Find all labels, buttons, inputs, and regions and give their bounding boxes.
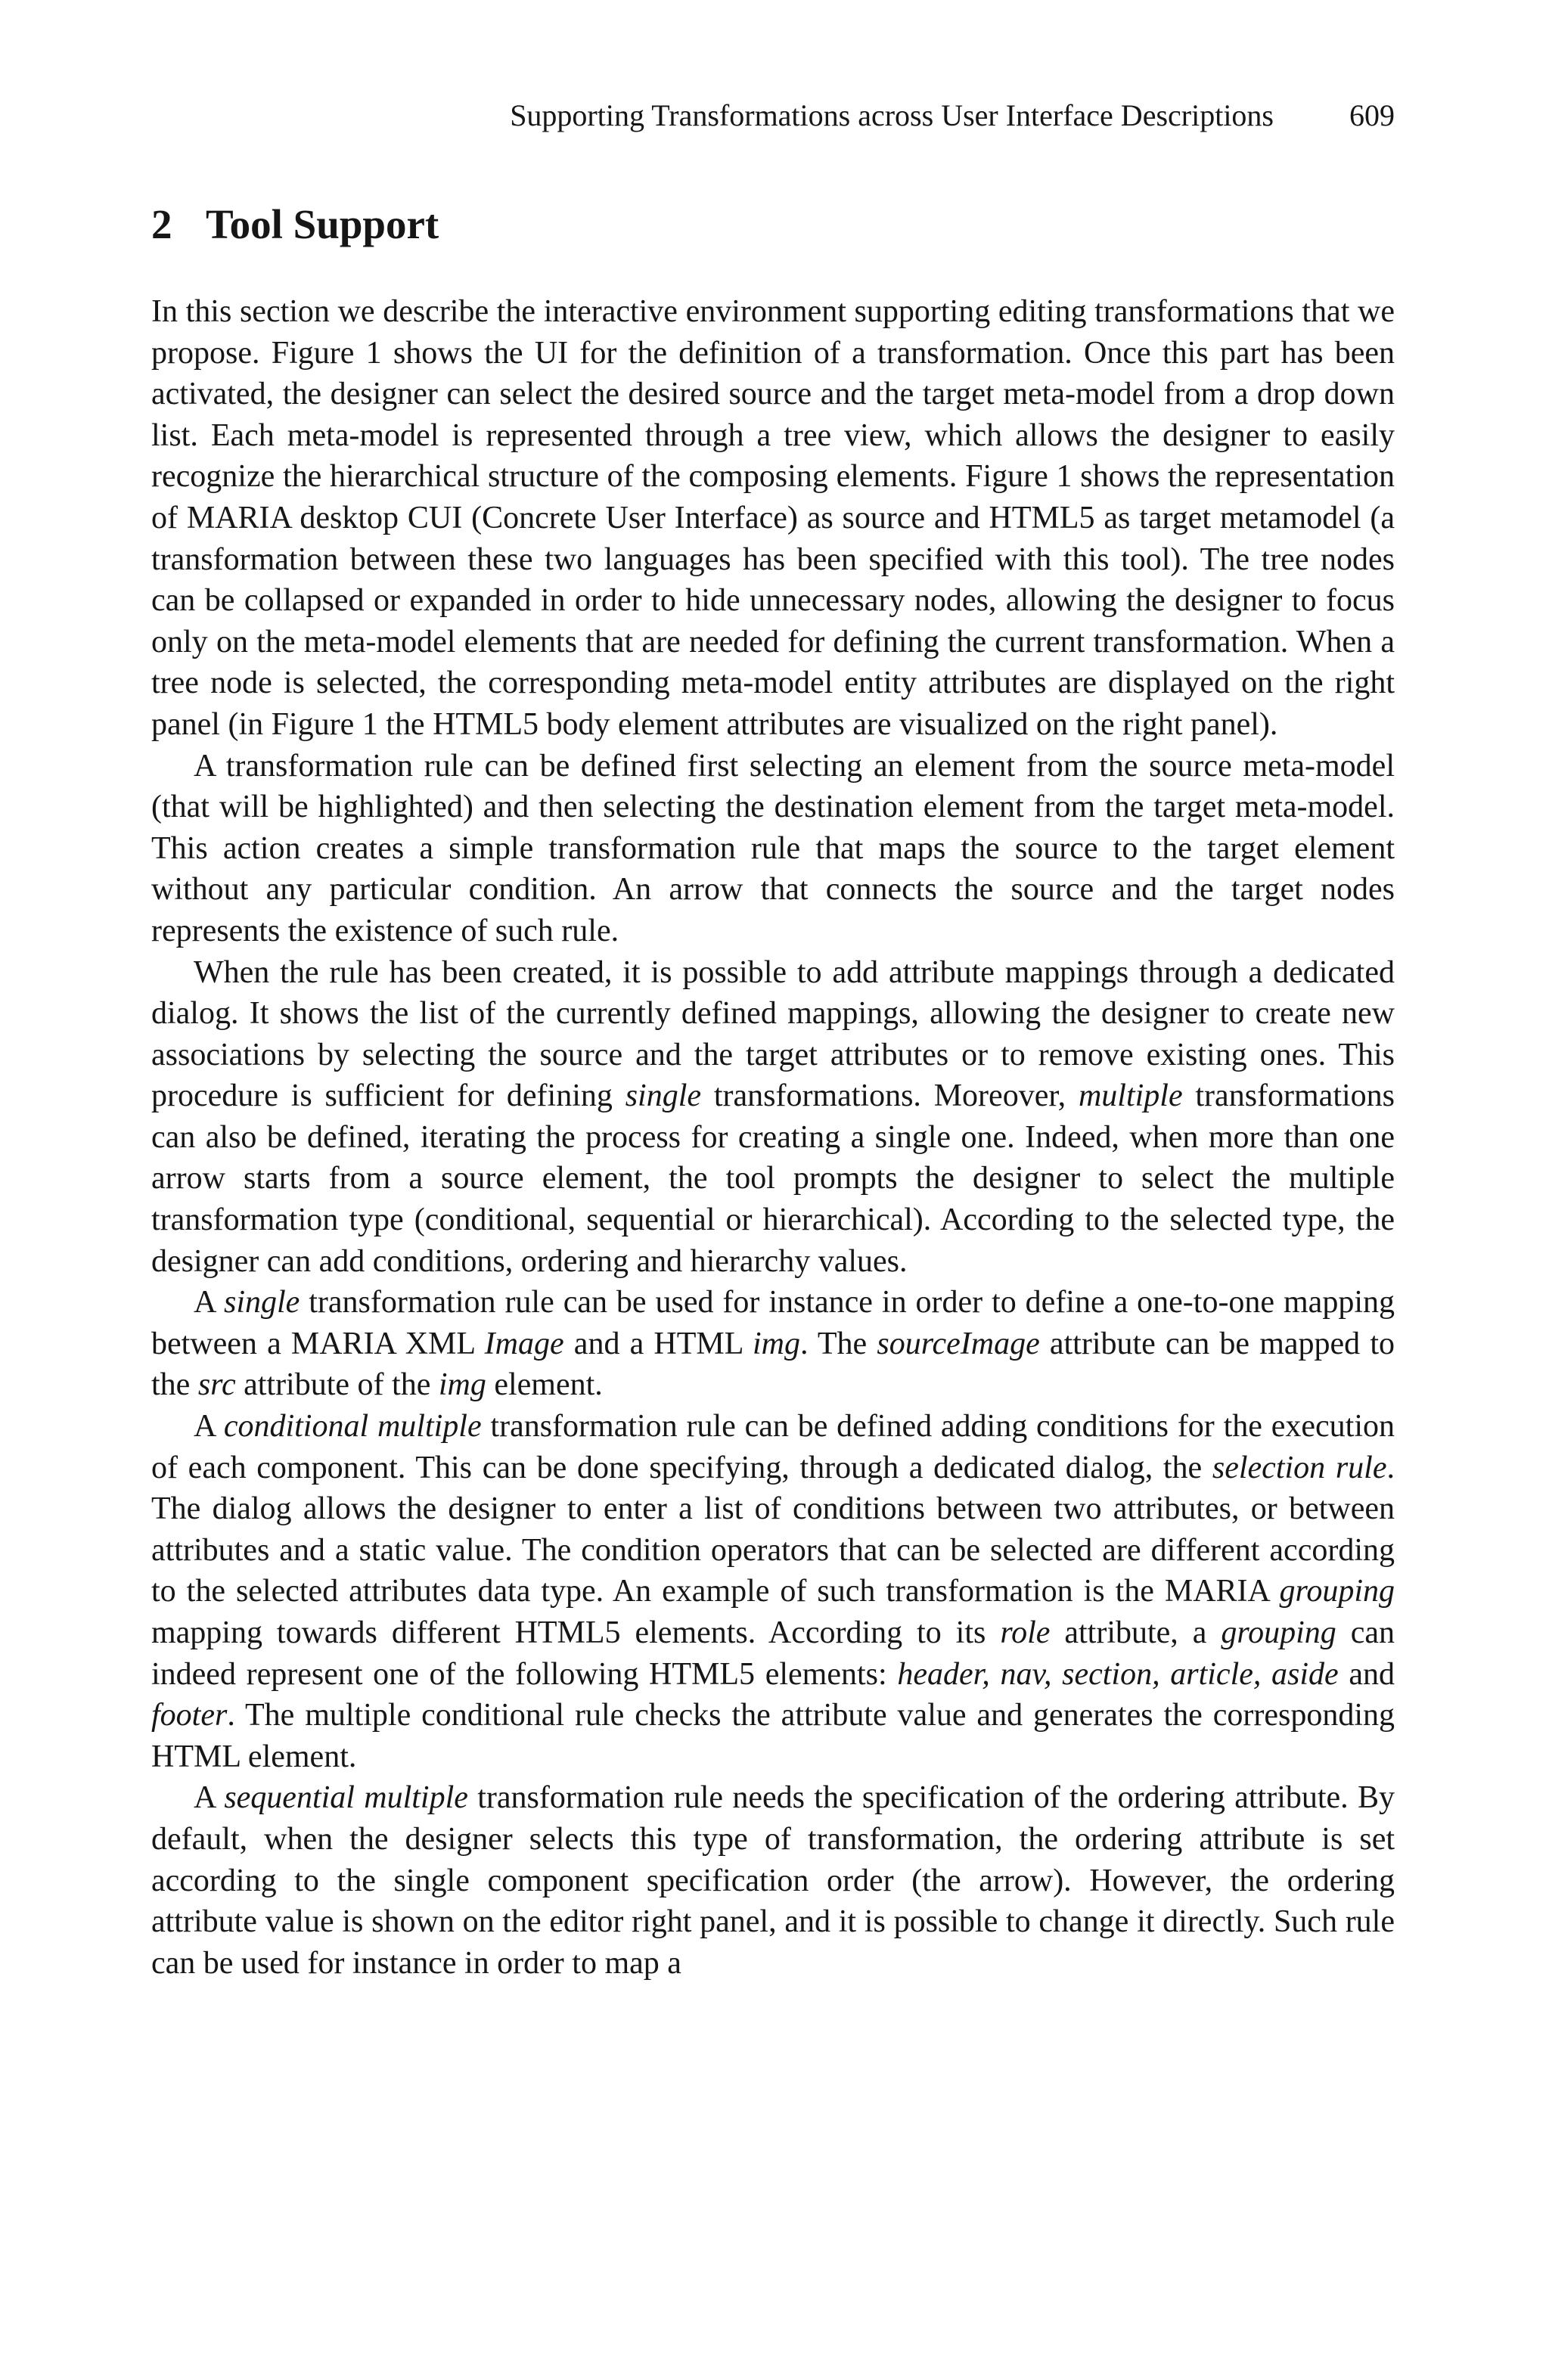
running-title: Supporting Transformations across User Interface Descriptions (510, 98, 1274, 132)
text-run: A (194, 1285, 224, 1320)
italic-term: Image (484, 1326, 564, 1361)
paragraph (151, 1406, 1395, 1777)
text-run: When the rule has been created, it is possible to add attribute mappings through a dedicated dialog. It shows the list of the currently defined mappings, allowing the designer to create new associations by selecting the source and the target attributes or to remove existing ones. This procedure is sufficient for defining (151, 954, 1395, 1114)
text-run: element. (486, 1367, 603, 1403)
text-run: . The (799, 1326, 877, 1361)
paragraph (151, 746, 1395, 952)
italic-term: img (752, 1326, 800, 1361)
text-run: . The multiple conditional rule checks the attribute value and generates the corresponding HTML element. (151, 1698, 1395, 1774)
paragraph (151, 1282, 1395, 1406)
text-run: attribute of the (235, 1367, 439, 1403)
italic-term: footer (151, 1698, 228, 1733)
section-heading (151, 198, 439, 251)
text-run: attribute can be mapped to the (151, 1326, 1395, 1403)
text-run: transformation rule can be defined adding conditions for the execution of each component. This can be done specifying, through a dedicated dialog, the (151, 1409, 1395, 1485)
italic-term: single (625, 1078, 702, 1114)
italic-term: selection rule (1212, 1450, 1387, 1485)
text-run: mapping towards different HTML5 elements. According to its (151, 1615, 1001, 1650)
text-run: and a HTML (563, 1326, 753, 1361)
text-run: In this section we describe the interactive environment supporting editing transformations that we propose. Figure 1 shows the UI for the definition of a transformation. Once this part has been activated, the designer can select the desired source and the target meta-model from a drop down list. Each meta-model is represented through a tree view, which allows the designer to easily recognize the hierarchical structure of the composing elements. Figure 1 shows the representation of MARIA desktop CUI (Concrete User Interface) as source and HTML5 as target metamodel (a transformation between these two languages has been specified with this tool). The tree nodes can be collapsed or expanded in order to hide unnecessary nodes, allowing the designer to focus only on the meta-model elements that are needed for defining the current transformation. When a tree node is selected, the corresponding meta-model entity attributes are displayed on the right panel (in Figure 1 the HTML5 body element attributes are visualized on the right panel). (151, 294, 1395, 742)
page-number: 609 (1349, 98, 1395, 132)
running-header (151, 97, 1395, 135)
italic-term: sourceImage (877, 1326, 1040, 1361)
paragraph (151, 952, 1395, 1283)
italic-term: sequential multiple (224, 1780, 468, 1816)
italic-term: grouping (1221, 1615, 1336, 1650)
body-text (151, 291, 1395, 1984)
text-run: . The dialog allows the designer to enter a list of conditions between two attributes, or between attributes and a static value. The condition operators that can be selected are different according to the selected attributes data type. An example of such transformation is the MARIA (151, 1450, 1395, 1609)
italic-term: grouping (1279, 1574, 1395, 1609)
italic-term: img (438, 1367, 486, 1403)
italic-term: single (223, 1285, 300, 1320)
italic-term: conditional multiple (223, 1409, 482, 1444)
text-run: A (194, 1780, 225, 1816)
text-run: A (194, 1409, 224, 1444)
text-run: transformations. Moreover, (701, 1078, 1079, 1114)
italic-term: role (1000, 1615, 1051, 1650)
text-run: attribute, a (1050, 1615, 1222, 1650)
paragraph (151, 291, 1395, 746)
text-run: transformations can also be defined, iterating the process for creating a single one. Indeed, when more than one arrow starts from a source element, the tool prompts the designer to select the multiple transformation type (conditional, sequential or hierarchical). According to the selected type, the designer can add conditions, ordering and hierarchy values. (151, 1078, 1395, 1279)
paragraph (151, 1777, 1395, 1984)
text-run: A transformation rule can be defined first selecting an element from the source meta-model (that will be highlighted) and then selecting the destination element from the target meta-model. This action creates a simple transformation rule that maps the source to the target element without any particular condition. An arrow that connects the source and the target nodes represents the existence of such rule. (151, 748, 1395, 948)
text-run: and (1338, 1656, 1395, 1692)
text-run: transformation rule can be used for instance in order to define a one-to-one mapping between a MARIA XML (151, 1285, 1395, 1361)
section-title: Tool Support (206, 201, 439, 247)
italic-term: src (197, 1367, 236, 1403)
section-number: 2 (151, 201, 172, 247)
italic-term: header, nav, section, article, aside (897, 1656, 1339, 1692)
text-run: transformation rule needs the specification of the ordering attribute. By default, when the designer selects this type of transformation, the ordering attribute is set according to the single component specification order (the arrow). However, the ordering attribute value is shown on the editor right panel, and it is possible to change it directly. Such rule can be used for instance in order to map a (151, 1780, 1395, 1981)
italic-term: multiple (1078, 1078, 1183, 1114)
text-run: can indeed represent one of the following HTML5 elements: (151, 1615, 1395, 1692)
